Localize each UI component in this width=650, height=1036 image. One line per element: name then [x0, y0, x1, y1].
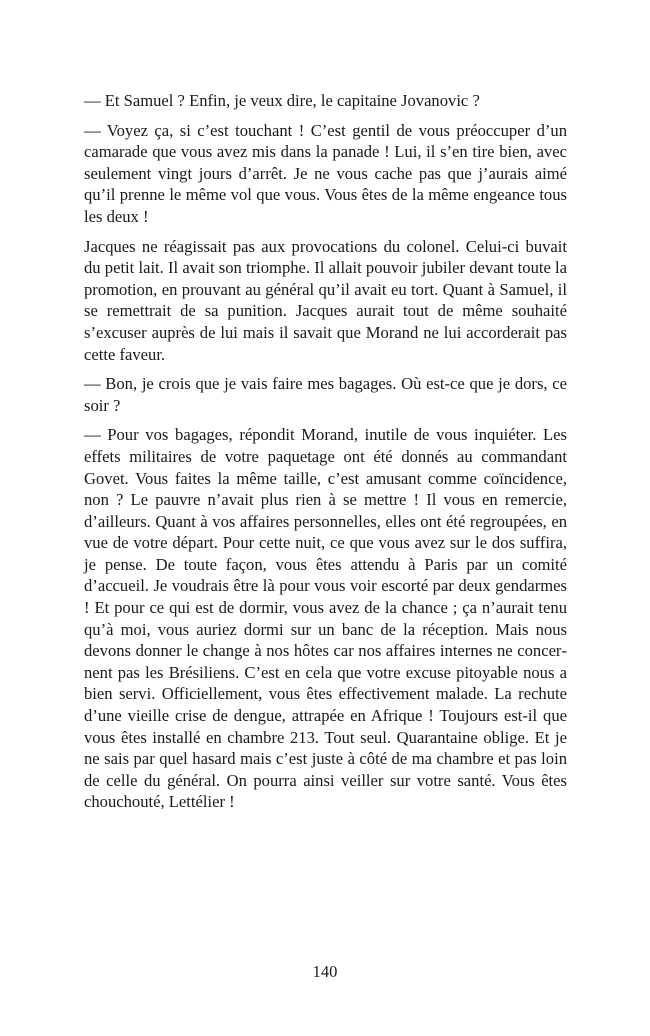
body-text [84, 90, 567, 821]
paragraph-5: — Pour vos bagages, répondit Morand, inutile de vous inquiéter. Les effets militaires de votre paquetage ont été donnés au commandant Govet. Vous faites la même taille, c’est amusant comme coïncidence, non ? Le pauvre n’avait plus rien à se mettre ! Il vous en remercie, d’ailleurs. Quant à vos affaires personnelles, elles ont été regroupées, en vue de votre départ. Pour cette nuit, ce que vous avez sur le dos suffira, je pense. De toute façon, vous êtes attendu à Paris par un comité d’accueil. Je voudrais être là pour vous voir escorté par deux gendarmes ! Et pour ce qui est de dormir, vous avez de la chance ; ça n’aurait tenu qu’à moi, vous auriez dormi sur un banc de la réception. Mais nous devons donner le change à nos hôtes car nos affaires internes ne concernent pas les Brésiliens. C’est en cela que votre excuse pitoyable nous a bien servi. Officiellement, vous êtes effectivement malade. La rechute d’une vieille crise de dengue, attrapée en Afrique ! Toujours est-il que vous êtes installé en chambre 213. Tout seul. Quarantaine oblige. Et je ne sais par quel hasard mais c’est juste à côté de ma chambre et pas loin de celle du général. On pourra ainsi veiller sur votre santé. Vous êtes chouchouté, Lettélier ! [84, 425, 567, 812]
paragraph-4: — Bon, je crois que je vais faire mes bagages. Où est-ce que je dors, ce soir ? [84, 374, 567, 415]
page-number: 140 [312, 962, 338, 981]
paragraph-1: — Et Samuel ? Enfin, je veux dire, le capitaine Jovanovic ? [84, 91, 480, 110]
paragraph-2: — Voyez ça, si c’est touchant ! C’est gentil de vous préoccuper d’un camarade que vous avez mis dans la panade ! Lui, il s’en tire bien, avec seulement vingt jours d’arrêt. Je ne vous cache pas que j’aurais aimé qu’il prenne le même vol que vous. Vous êtes de la même engeance tous les deux ! [84, 120, 567, 226]
paragraph-3: Jacques ne réagissait pas aux provocations du colonel. Celui-ci buvait du petit lait. Il avait son triomphe. Il allait pouvoir jubiler devant toute la promotion, en prouvant au général qu’il avait eu tort. Quant à Samuel, il se remettrait de sa punition. Jacques aurait tout de même souhaité s’excuser auprès de lui mais il savait que Morand ne lui accorderait pas cette faveur. [84, 236, 567, 364]
